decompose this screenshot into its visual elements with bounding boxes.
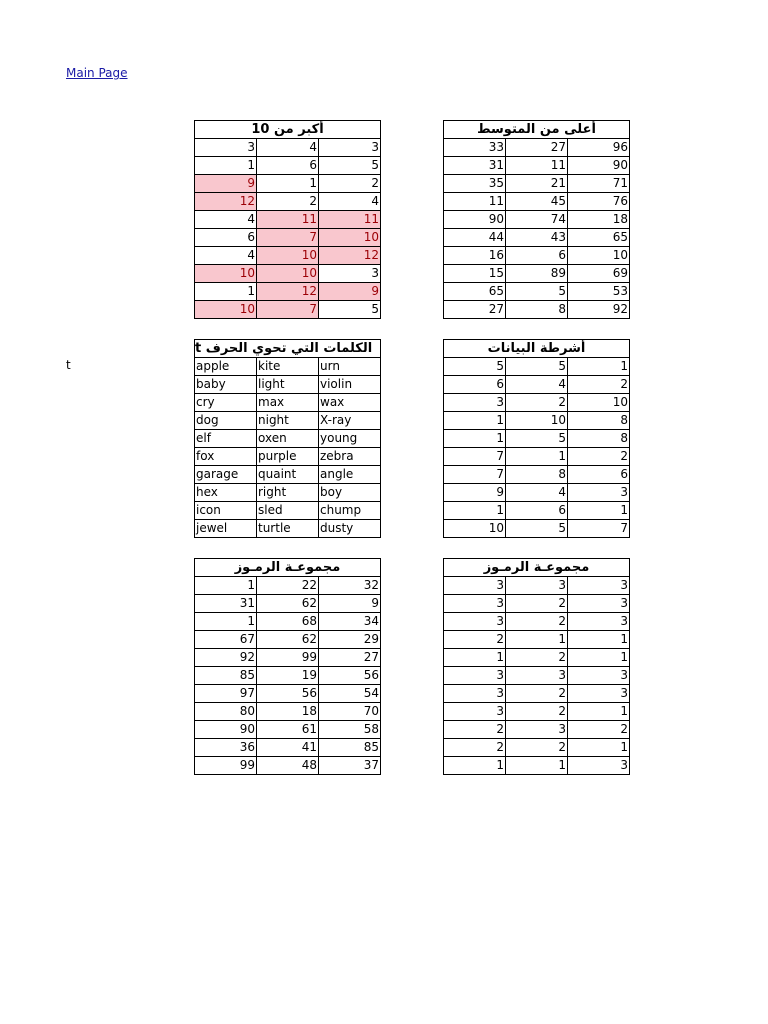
table-cell[interactable]: 11 bbox=[319, 211, 381, 229]
table-cell[interactable]: 45 bbox=[506, 193, 568, 211]
table-cell[interactable]: 53 bbox=[568, 283, 630, 301]
table-cell[interactable]: 27 bbox=[319, 649, 381, 667]
table-title: الكلمات التي تحوي الحرف t bbox=[195, 340, 381, 358]
table-cell[interactable]: 58 bbox=[319, 721, 381, 739]
table-cell[interactable]: X-ray bbox=[319, 412, 381, 430]
table-cell[interactable]: chump bbox=[319, 502, 381, 520]
table-cell[interactable]: 10 bbox=[195, 301, 257, 319]
table-cell[interactable]: 89 bbox=[506, 265, 568, 283]
table-cell[interactable]: 71 bbox=[568, 175, 630, 193]
table-cell[interactable]: 34 bbox=[319, 613, 381, 631]
table-row bbox=[444, 484, 630, 502]
table-row bbox=[195, 211, 381, 229]
table-cell[interactable]: 27 bbox=[444, 301, 506, 319]
table-cell[interactable]: 4 bbox=[195, 247, 257, 265]
table-cell[interactable]: young bbox=[319, 430, 381, 448]
table-cell[interactable]: 10 bbox=[195, 265, 257, 283]
table-cell[interactable]: 65 bbox=[444, 283, 506, 301]
table-cell[interactable]: 10 bbox=[257, 265, 319, 283]
table-cell[interactable]: 76 bbox=[568, 193, 630, 211]
table-row bbox=[195, 685, 381, 703]
table-cell[interactable]: 6 bbox=[444, 376, 506, 394]
table-row bbox=[195, 520, 381, 538]
table-cell[interactable]: 1 bbox=[444, 430, 506, 448]
table-cell[interactable]: 1 bbox=[444, 649, 506, 667]
table-cell[interactable]: 2 bbox=[506, 703, 568, 721]
table-cell[interactable]: urn bbox=[319, 358, 381, 376]
table-cell[interactable]: angle bbox=[319, 466, 381, 484]
table-title: مجموعـة الرمـوز bbox=[195, 559, 381, 577]
table-cell[interactable]: 3 bbox=[444, 595, 506, 613]
table-cell[interactable]: 9 bbox=[319, 283, 381, 301]
table-row bbox=[444, 157, 630, 175]
table-cell[interactable]: 96 bbox=[568, 139, 630, 157]
table-cell[interactable]: 3 bbox=[568, 577, 630, 595]
table-row bbox=[444, 577, 630, 595]
table-cell[interactable]: 2 bbox=[444, 631, 506, 649]
table-cell[interactable]: baby bbox=[195, 376, 257, 394]
table-cell[interactable]: 1 bbox=[444, 757, 506, 775]
table-cell[interactable]: 1 bbox=[257, 175, 319, 193]
table-cell[interactable]: 10 bbox=[568, 247, 630, 265]
table-cell[interactable]: 5 bbox=[319, 157, 381, 175]
table-row bbox=[195, 229, 381, 247]
table-row bbox=[195, 247, 381, 265]
table-cell[interactable]: 2 bbox=[506, 394, 568, 412]
table-cell[interactable]: 9 bbox=[319, 595, 381, 613]
table-cell[interactable]: 3 bbox=[195, 139, 257, 157]
table-row bbox=[195, 139, 381, 157]
table-cell[interactable]: 6 bbox=[257, 157, 319, 175]
stray-cell-text: t bbox=[66, 358, 71, 372]
table-row bbox=[444, 757, 630, 775]
table-cell[interactable]: 1 bbox=[568, 502, 630, 520]
table-cell[interactable]: 22 bbox=[257, 577, 319, 595]
table-row bbox=[444, 358, 630, 376]
table-cell[interactable]: 37 bbox=[319, 757, 381, 775]
table-cell[interactable]: 2 bbox=[506, 685, 568, 703]
table-cell[interactable]: 7 bbox=[257, 301, 319, 319]
table-cell[interactable]: 1 bbox=[195, 577, 257, 595]
table-row bbox=[195, 595, 381, 613]
table-cell[interactable]: 1 bbox=[195, 157, 257, 175]
table-cell[interactable]: kite bbox=[257, 358, 319, 376]
table-cell[interactable]: 8 bbox=[506, 301, 568, 319]
table-cell[interactable]: 2 bbox=[506, 739, 568, 757]
table-cell[interactable]: 1 bbox=[506, 631, 568, 649]
table-cell[interactable]: 8 bbox=[568, 412, 630, 430]
table-cell[interactable]: 4 bbox=[319, 193, 381, 211]
table-cell[interactable]: 85 bbox=[319, 739, 381, 757]
table-row bbox=[195, 649, 381, 667]
table-cell[interactable]: 7 bbox=[444, 448, 506, 466]
table-row bbox=[444, 721, 630, 739]
table-row bbox=[444, 502, 630, 520]
data-bars-table bbox=[443, 339, 630, 538]
table-cell[interactable]: 11 bbox=[444, 193, 506, 211]
main-page-link[interactable]: Main Page bbox=[66, 66, 128, 80]
table-cell[interactable]: 5 bbox=[506, 520, 568, 538]
table-cell[interactable]: 3 bbox=[444, 394, 506, 412]
table-cell[interactable]: 56 bbox=[319, 667, 381, 685]
table-cell[interactable]: 3 bbox=[506, 721, 568, 739]
table-cell[interactable]: 10 bbox=[319, 229, 381, 247]
table-cell[interactable]: 3 bbox=[444, 703, 506, 721]
table-cell[interactable]: right bbox=[257, 484, 319, 502]
table-cell[interactable]: 2 bbox=[444, 739, 506, 757]
table-cell[interactable]: 6 bbox=[568, 466, 630, 484]
table-row bbox=[444, 283, 630, 301]
table-row bbox=[195, 376, 381, 394]
table-row bbox=[444, 139, 630, 157]
table-cell[interactable]: 2 bbox=[568, 448, 630, 466]
table-row bbox=[444, 520, 630, 538]
table-cell[interactable]: 1 bbox=[195, 283, 257, 301]
table-row bbox=[195, 193, 381, 211]
table-cell[interactable]: 3 bbox=[568, 685, 630, 703]
table-cell[interactable]: dog bbox=[195, 412, 257, 430]
table-cell[interactable]: 21 bbox=[506, 175, 568, 193]
table-row bbox=[444, 685, 630, 703]
table-cell[interactable]: 3 bbox=[568, 757, 630, 775]
table-cell[interactable]: turtle bbox=[257, 520, 319, 538]
table-cell[interactable]: 10 bbox=[506, 412, 568, 430]
table-row bbox=[195, 739, 381, 757]
table-cell[interactable]: 31 bbox=[444, 157, 506, 175]
table-cell[interactable]: 7 bbox=[257, 229, 319, 247]
table-cell[interactable]: 1 bbox=[195, 613, 257, 631]
table-cell[interactable]: 35 bbox=[444, 175, 506, 193]
table-row bbox=[444, 247, 630, 265]
table-cell[interactable]: boy bbox=[319, 484, 381, 502]
table-cell[interactable]: 33 bbox=[444, 139, 506, 157]
table-row bbox=[444, 631, 630, 649]
table-cell[interactable]: 70 bbox=[319, 703, 381, 721]
table-cell[interactable]: 29 bbox=[319, 631, 381, 649]
table-cell[interactable]: icon bbox=[195, 502, 257, 520]
table-cell[interactable]: 1 bbox=[568, 703, 630, 721]
table-cell[interactable]: 5 bbox=[506, 283, 568, 301]
table-row bbox=[444, 613, 630, 631]
table-cell[interactable]: hex bbox=[195, 484, 257, 502]
table-cell[interactable]: 9 bbox=[195, 175, 257, 193]
table-row bbox=[195, 721, 381, 739]
table-cell[interactable]: 62 bbox=[257, 595, 319, 613]
table-row bbox=[444, 193, 630, 211]
table-cell[interactable]: 74 bbox=[506, 211, 568, 229]
table-row bbox=[444, 394, 630, 412]
table-cell[interactable]: 2 bbox=[506, 649, 568, 667]
table-cell[interactable]: 48 bbox=[257, 757, 319, 775]
table-title: أعلى من المتوسط bbox=[444, 121, 630, 139]
table-cell[interactable]: zebra bbox=[319, 448, 381, 466]
table-row bbox=[444, 667, 630, 685]
table-row bbox=[195, 412, 381, 430]
table-cell[interactable]: 2 bbox=[506, 613, 568, 631]
table-cell[interactable]: 5 bbox=[506, 358, 568, 376]
table-cell[interactable]: 36 bbox=[195, 739, 257, 757]
table-cell[interactable]: 62 bbox=[257, 631, 319, 649]
table-row bbox=[195, 757, 381, 775]
table-cell[interactable]: 10 bbox=[257, 247, 319, 265]
table-cell[interactable]: light bbox=[257, 376, 319, 394]
table-cell[interactable]: 3 bbox=[319, 265, 381, 283]
table-row bbox=[444, 703, 630, 721]
table-cell[interactable]: max bbox=[257, 394, 319, 412]
table-cell[interactable]: cry bbox=[195, 394, 257, 412]
table-cell[interactable]: 1 bbox=[506, 757, 568, 775]
table-cell[interactable]: 6 bbox=[195, 229, 257, 247]
table-cell[interactable]: 68 bbox=[257, 613, 319, 631]
table-row bbox=[444, 649, 630, 667]
table-row bbox=[444, 412, 630, 430]
table-cell[interactable]: 4 bbox=[506, 376, 568, 394]
table-cell[interactable]: fox bbox=[195, 448, 257, 466]
table-row bbox=[444, 301, 630, 319]
icon-set-table-right bbox=[443, 558, 630, 775]
table-cell[interactable]: 3 bbox=[568, 595, 630, 613]
table-cell[interactable]: oxen bbox=[257, 430, 319, 448]
table-cell[interactable]: elf bbox=[195, 430, 257, 448]
table-title: أشرطة البيانات bbox=[444, 340, 630, 358]
table-cell[interactable]: 2 bbox=[444, 721, 506, 739]
table-cell[interactable]: 31 bbox=[195, 595, 257, 613]
greater-than-10-table bbox=[194, 120, 381, 319]
table-cell[interactable]: 4 bbox=[257, 139, 319, 157]
table-cell[interactable]: 69 bbox=[568, 265, 630, 283]
table-row bbox=[195, 448, 381, 466]
table-row bbox=[195, 283, 381, 301]
table-cell[interactable]: 99 bbox=[195, 757, 257, 775]
table-cell[interactable]: 2 bbox=[568, 376, 630, 394]
table-cell[interactable]: 41 bbox=[257, 739, 319, 757]
table-title: مجموعـة الرمـوز bbox=[444, 559, 630, 577]
table-row bbox=[444, 229, 630, 247]
table-row bbox=[444, 448, 630, 466]
table-cell[interactable]: 1 bbox=[568, 631, 630, 649]
table-cell[interactable]: 5 bbox=[444, 358, 506, 376]
table-cell[interactable]: 61 bbox=[257, 721, 319, 739]
table-cell[interactable]: 67 bbox=[195, 631, 257, 649]
table-cell[interactable]: garage bbox=[195, 466, 257, 484]
table-cell[interactable]: 90 bbox=[195, 721, 257, 739]
table-cell[interactable]: 3 bbox=[506, 577, 568, 595]
table-row bbox=[444, 175, 630, 193]
table-cell[interactable]: 56 bbox=[257, 685, 319, 703]
table-cell[interactable]: 2 bbox=[319, 175, 381, 193]
table-row bbox=[444, 739, 630, 757]
table-cell[interactable]: 3 bbox=[568, 613, 630, 631]
table-cell[interactable]: 1 bbox=[568, 649, 630, 667]
table-row bbox=[195, 175, 381, 193]
table-row bbox=[195, 466, 381, 484]
above-average-table bbox=[443, 120, 630, 319]
table-cell[interactable]: 54 bbox=[319, 685, 381, 703]
table-cell[interactable]: 1 bbox=[568, 358, 630, 376]
table-cell[interactable]: 97 bbox=[195, 685, 257, 703]
table-cell[interactable]: 92 bbox=[195, 649, 257, 667]
table-cell[interactable]: 92 bbox=[568, 301, 630, 319]
table-cell[interactable]: 44 bbox=[444, 229, 506, 247]
words-containing-t-table bbox=[194, 339, 381, 538]
table-cell[interactable]: 85 bbox=[195, 667, 257, 685]
table-cell[interactable]: 7 bbox=[568, 520, 630, 538]
table-cell[interactable]: 11 bbox=[506, 157, 568, 175]
table-cell[interactable]: 2 bbox=[257, 193, 319, 211]
table-cell[interactable]: 1 bbox=[568, 739, 630, 757]
table-cell[interactable]: 1 bbox=[444, 502, 506, 520]
table-cell[interactable]: 16 bbox=[444, 247, 506, 265]
table-cell[interactable]: 43 bbox=[506, 229, 568, 247]
table-row bbox=[444, 376, 630, 394]
table-row bbox=[195, 613, 381, 631]
table-row bbox=[195, 430, 381, 448]
table-row bbox=[195, 265, 381, 283]
table-cell[interactable]: 99 bbox=[257, 649, 319, 667]
table-cell[interactable]: 3 bbox=[444, 613, 506, 631]
table-cell[interactable]: 19 bbox=[257, 667, 319, 685]
table-cell[interactable]: 15 bbox=[444, 265, 506, 283]
table-cell[interactable]: 65 bbox=[568, 229, 630, 247]
table-row bbox=[195, 358, 381, 376]
table-row bbox=[444, 466, 630, 484]
table-cell[interactable]: 3 bbox=[444, 577, 506, 595]
table-cell[interactable]: 3 bbox=[506, 667, 568, 685]
table-cell[interactable]: sled bbox=[257, 502, 319, 520]
table-cell[interactable]: 4 bbox=[506, 484, 568, 502]
table-cell[interactable]: apple bbox=[195, 358, 257, 376]
table-cell[interactable]: 11 bbox=[257, 211, 319, 229]
table-cell[interactable]: jewel bbox=[195, 520, 257, 538]
table-cell[interactable]: 12 bbox=[195, 193, 257, 211]
table-cell[interactable]: violin bbox=[319, 376, 381, 394]
table-title: أكبر من 10 bbox=[195, 121, 381, 139]
table-row bbox=[444, 595, 630, 613]
table-row bbox=[195, 484, 381, 502]
table-row bbox=[444, 211, 630, 229]
table-cell[interactable]: 10 bbox=[444, 520, 506, 538]
icon-set-table-left bbox=[194, 558, 381, 775]
table-cell[interactable]: 27 bbox=[506, 139, 568, 157]
table-row bbox=[195, 157, 381, 175]
table-row bbox=[195, 577, 381, 595]
table-row bbox=[444, 430, 630, 448]
table-cell[interactable]: 12 bbox=[257, 283, 319, 301]
table-cell[interactable]: 3 bbox=[444, 667, 506, 685]
table-cell[interactable]: 7 bbox=[444, 466, 506, 484]
table-row bbox=[195, 631, 381, 649]
table-cell[interactable]: 9 bbox=[444, 484, 506, 502]
table-cell[interactable]: 3 bbox=[568, 484, 630, 502]
table-cell[interactable]: 3 bbox=[568, 667, 630, 685]
table-cell[interactable]: 90 bbox=[568, 157, 630, 175]
table-cell[interactable]: night bbox=[257, 412, 319, 430]
table-cell[interactable]: 12 bbox=[319, 247, 381, 265]
table-row bbox=[195, 502, 381, 520]
table-cell[interactable]: 5 bbox=[319, 301, 381, 319]
table-cell[interactable]: 18 bbox=[568, 211, 630, 229]
table-cell[interactable]: 6 bbox=[506, 502, 568, 520]
table-cell[interactable]: 90 bbox=[444, 211, 506, 229]
table-cell[interactable]: 32 bbox=[319, 577, 381, 595]
table-cell[interactable]: 4 bbox=[195, 211, 257, 229]
table-cell[interactable]: 8 bbox=[506, 466, 568, 484]
table-cell[interactable]: 6 bbox=[506, 247, 568, 265]
table-cell[interactable]: 8 bbox=[568, 430, 630, 448]
table-cell[interactable]: quaint bbox=[257, 466, 319, 484]
table-row bbox=[444, 265, 630, 283]
table-cell[interactable]: 2 bbox=[568, 721, 630, 739]
table-cell[interactable]: 1 bbox=[506, 448, 568, 466]
table-cell[interactable]: 1 bbox=[444, 412, 506, 430]
table-cell[interactable]: 80 bbox=[195, 703, 257, 721]
table-cell[interactable]: dusty bbox=[319, 520, 381, 538]
table-cell[interactable]: purple bbox=[257, 448, 319, 466]
table-cell[interactable]: 3 bbox=[319, 139, 381, 157]
table-row bbox=[195, 703, 381, 721]
table-cell[interactable]: 18 bbox=[257, 703, 319, 721]
table-cell[interactable]: wax bbox=[319, 394, 381, 412]
table-cell[interactable]: 5 bbox=[506, 430, 568, 448]
table-cell[interactable]: 10 bbox=[568, 394, 630, 412]
table-row bbox=[195, 667, 381, 685]
table-row bbox=[195, 301, 381, 319]
table-cell[interactable]: 2 bbox=[506, 595, 568, 613]
table-cell[interactable]: 3 bbox=[444, 685, 506, 703]
table-row bbox=[195, 394, 381, 412]
